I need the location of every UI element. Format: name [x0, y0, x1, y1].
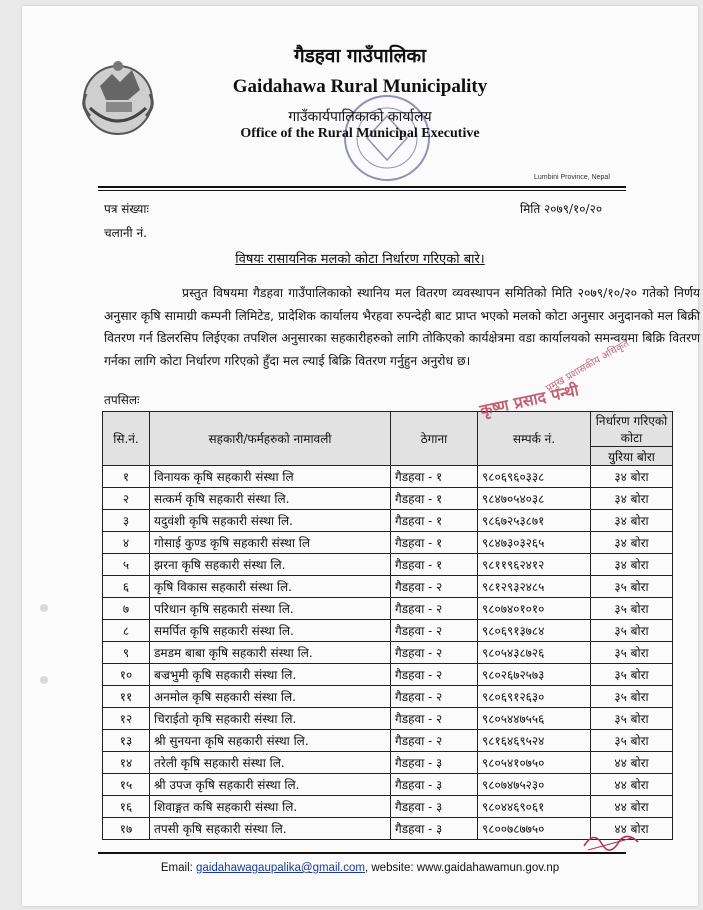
- cell-serial: ४: [103, 532, 150, 554]
- table-row: [103, 686, 673, 708]
- cell-address: गैडहवा - २: [391, 598, 478, 620]
- letter-page: [22, 6, 698, 906]
- cell-contact: ९८४७३०३२६५: [478, 532, 591, 554]
- quota-table: [102, 411, 673, 840]
- cell-name: बज्रभुमी कृषि सहकारी संस्था लि.: [150, 664, 391, 686]
- cell-contact: ९८०६९१२६३०: [478, 686, 591, 708]
- subject-text: विषयः रासायनिक मलको कोटा निर्धारण गरिएको बारे।: [235, 252, 485, 267]
- cell-address: गैडहवा - १: [391, 532, 478, 554]
- cell-name: तपसी कृषि सहकारी संस्था लि.: [150, 818, 391, 840]
- cell-contact: ९८०६९१३७८४: [478, 620, 591, 642]
- website-label: , website:: [364, 862, 414, 874]
- cell-serial: १५: [103, 774, 150, 796]
- cell-name: चिराईतो कृषि सहकारी संस्था लि.: [150, 708, 391, 730]
- cell-quota: ४४ बोरा: [591, 774, 673, 796]
- cell-address: गैडहवा - ३: [391, 818, 478, 840]
- table-row: [103, 708, 673, 730]
- cell-contact: ९८६७२५३८७१: [478, 510, 591, 532]
- officer-stamp: कृष्ण प्रसाद पन्थी: [478, 380, 581, 420]
- col-contact: सम्पर्क नं.: [478, 412, 591, 466]
- col-address: ठेगाना: [391, 412, 478, 466]
- cell-serial: १६: [103, 796, 150, 818]
- office-name-english: Office of the Rural Municipal Executive: [240, 126, 480, 141]
- footer-contact: [22, 862, 698, 874]
- cell-name: अनमोल कृषि सहकारी संस्था लि.: [150, 686, 391, 708]
- letter-number-label: पत्र संख्याः: [104, 202, 149, 216]
- cell-serial: १३: [103, 730, 150, 752]
- dispatch-number-label: चलानी नं.: [104, 226, 147, 240]
- cell-address: गैडहवा - २: [391, 664, 478, 686]
- website-link[interactable]: www.gaidahawamun.gov.np: [416, 862, 560, 874]
- cell-serial: ५: [103, 554, 150, 576]
- cell-serial: १२: [103, 708, 150, 730]
- punch-hole: [40, 604, 48, 612]
- letter-date: मिति २०७९/१०/२०: [520, 202, 603, 216]
- cell-name: सत्कर्म कृषि सहकारी संस्था लि.: [150, 488, 391, 510]
- cell-serial: ८: [103, 620, 150, 642]
- cell-address: गैडहवा - ३: [391, 774, 478, 796]
- cell-address: गैडहवा - ३: [391, 752, 478, 774]
- cell-serial: १४: [103, 752, 150, 774]
- cell-contact: ९८१२९३२४८५: [478, 576, 591, 598]
- cell-serial: १०: [103, 664, 150, 686]
- table-row: [103, 620, 673, 642]
- cell-name: झरना कृषि सहकारी संस्था लि.: [150, 554, 391, 576]
- table-row: [103, 510, 673, 532]
- cell-contact: ९८०२६७२५७३: [478, 664, 591, 686]
- cell-serial: ३: [103, 510, 150, 532]
- cell-quota: ३५ बोरा: [591, 708, 673, 730]
- table-row: [103, 752, 673, 774]
- cell-quota: ३५ बोरा: [591, 730, 673, 752]
- cell-contact: ९८०७४७५२३०: [478, 774, 591, 796]
- cell-serial: ९: [103, 642, 150, 664]
- email-label: Email:: [160, 862, 193, 874]
- cell-quota: ३५ बोरा: [591, 576, 673, 598]
- cell-contact: ९८१६४६९५२४: [478, 730, 591, 752]
- officer-role-stamp: प्रमुख प्रशासकीय अधिकृत: [544, 338, 632, 395]
- cell-name: यदुवंशी कृषि सहकारी संस्था लि.: [150, 510, 391, 532]
- cell-serial: ११: [103, 686, 150, 708]
- cell-contact: ९८११९६२४१२: [478, 554, 591, 576]
- cell-quota: ३४ बोरा: [591, 510, 673, 532]
- footer-rule: [98, 852, 626, 854]
- col-serial: सि.नं.: [103, 412, 150, 466]
- table-row: [103, 598, 673, 620]
- cell-quota: ३५ बोरा: [591, 620, 673, 642]
- municipality-title-nepali: गैडहवा गाउँपालिका: [293, 45, 427, 67]
- cell-contact: ९८४७०५४०३८: [478, 488, 591, 510]
- municipality-title-english: Gaidahawa Rural Municipality: [232, 76, 488, 97]
- cell-quota: ३४ बोरा: [591, 532, 673, 554]
- cell-name: श्री उपज कृषि सहकारी संस्था लि.: [150, 774, 391, 796]
- cell-address: गैडहवा - २: [391, 686, 478, 708]
- letter-subject: [22, 249, 698, 267]
- cell-quota: ४४ बोरा: [591, 818, 673, 840]
- cell-address: गैडहवा - ३: [391, 796, 478, 818]
- cell-contact: ९८०५४४७५५६: [478, 708, 591, 730]
- cell-name: शिवाङ्गत कषि सहकारी संस्था लि.: [150, 796, 391, 818]
- header-rule-thin: [98, 190, 626, 191]
- cell-quota: ३४ बोरा: [591, 554, 673, 576]
- col-quota: निर्धारण गरिएको कोटा: [591, 412, 673, 447]
- cell-quota: ३५ बोरा: [591, 686, 673, 708]
- cell-serial: २: [103, 488, 150, 510]
- cell-address: गैडहवा - २: [391, 642, 478, 664]
- table-row: [103, 554, 673, 576]
- cell-address: गैडहवा - २: [391, 730, 478, 752]
- cell-contact: ९८०५४३८७२६: [478, 642, 591, 664]
- table-row: [103, 774, 673, 796]
- cell-serial: १: [103, 466, 150, 488]
- cell-name: विनायक कृषि सहकारी संस्था लि: [150, 466, 391, 488]
- col-quota-urea: युरिया बोरा: [591, 447, 673, 466]
- cell-quota: ३४ बोरा: [591, 488, 673, 510]
- cell-address: गैडहवा - २: [391, 576, 478, 598]
- cell-name: श्री सुनयना कृषि सहकारी संस्था लि.: [150, 730, 391, 752]
- col-name: सहकारी/फर्महरुको नामावली: [150, 412, 391, 466]
- cell-contact: ९८०७४०१०१०: [478, 598, 591, 620]
- cell-quota: ३४ बोरा: [591, 466, 673, 488]
- punch-hole: [40, 676, 48, 684]
- cell-name: गोसाई कुण्ड कृषि सहकारी संस्था लि: [150, 532, 391, 554]
- cell-address: गैडहवा - १: [391, 488, 478, 510]
- table-row: [103, 664, 673, 686]
- cell-address: गैडहवा - १: [391, 554, 478, 576]
- cell-name: परिधान कृषि सहकारी संस्था लि.: [150, 598, 391, 620]
- cell-name: डमडम बाबा कृषि सहकारी संस्था लि.: [150, 642, 391, 664]
- cell-serial: १७: [103, 818, 150, 840]
- cell-contact: ९८०४४६९०६१: [478, 796, 591, 818]
- cell-quota: ३५ बोरा: [591, 664, 673, 686]
- email-link[interactable]: gaidahawagaupalika@gmail.com: [196, 862, 365, 874]
- cell-contact: ९८००७८७७५०: [478, 818, 591, 840]
- cell-name: तरेली कृषि सहकारी संस्था लि.: [150, 752, 391, 774]
- table-row: [103, 532, 673, 554]
- cell-contact: ९८०६९६०३३८: [478, 466, 591, 488]
- cell-address: गैडहवा - २: [391, 708, 478, 730]
- cell-serial: ७: [103, 598, 150, 620]
- table-row: [103, 730, 673, 752]
- signature-icon: [582, 826, 642, 854]
- office-name-nepali: गाउँकार्यपालिकाको कार्यालय: [288, 109, 432, 125]
- table-row: [103, 466, 673, 488]
- cell-contact: ९८०५४१०७५०: [478, 752, 591, 774]
- province-label: Lumbini Province, Nepal: [534, 174, 610, 181]
- table-row: [103, 642, 673, 664]
- cell-quota: ३५ बोरा: [591, 598, 673, 620]
- cell-address: गैडहवा - १: [391, 466, 478, 488]
- cell-name: कृषि विकास सहकारी संस्था लि.: [150, 576, 391, 598]
- cell-name: समर्पित कृषि सहकारी संस्था लि.: [150, 620, 391, 642]
- cell-address: गैडहवा - २: [391, 620, 478, 642]
- details-label: तपसिलः: [104, 393, 140, 407]
- table-row: [103, 488, 673, 510]
- cell-quota: ४४ बोरा: [591, 796, 673, 818]
- table-row: [103, 576, 673, 598]
- cell-address: गैडहवा - १: [391, 510, 478, 532]
- cell-serial: ६: [103, 576, 150, 598]
- cell-quota: ३५ बोरा: [591, 642, 673, 664]
- table-row: [103, 796, 673, 818]
- letter-body: प्रस्तुत विषयमा गैडहवा गाउँपालिकाको स्थानिय मल वितरण व्यवस्थापन समितिको मिति २०७९/१०/२० गतेको निर्णय अनुसार कृषि सामाग्री कम्पनी लिमिटेड, प्रादेशिक कार्यालय भैरहवा रुपन्देही बाट प्राप्त भएको मलको कोटा अनुसार अनुदानको मल बिक्री वितरण गर्न डिलरसिप लिईएका तपशिल अनुसारका सहकारीहरुको लागि तोकिएको कार्यक्षेत्रमा वडा कार्यालयको समन्वयमा बिक्रि वितरण गर्नका लागि कोटा निर्धारण गरिएको हुँदा मल ल्याई बिक्रि वितरण गर्नुहुन अनुरोध छ।: [104, 286, 700, 368]
- cell-quota: ४४ बोरा: [591, 752, 673, 774]
- header-rule: [98, 186, 626, 188]
